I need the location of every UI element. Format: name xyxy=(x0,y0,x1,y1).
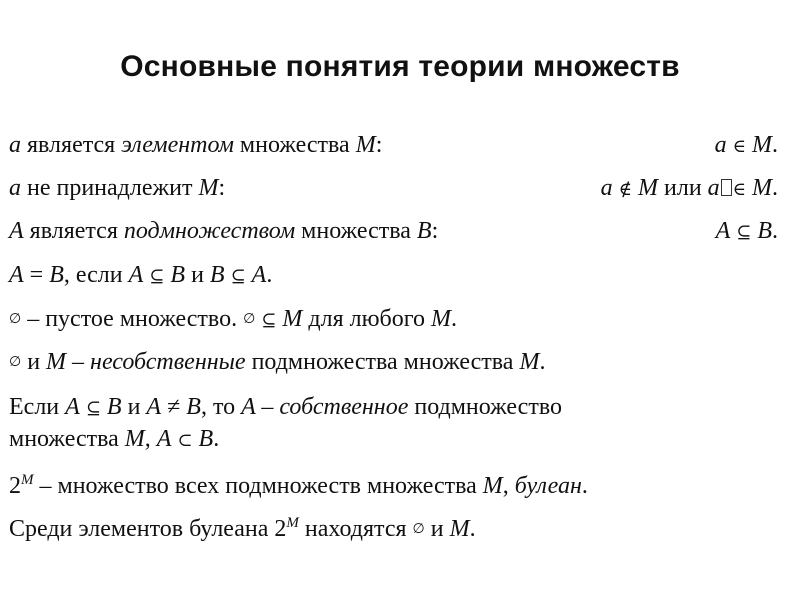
formula-not-element: a ∉ M или a ∈ M. xyxy=(600,175,778,201)
empty-set-icon: ∅ xyxy=(412,521,425,537)
definition-proper-subset-cont: множества M, A ⊂ B. xyxy=(9,426,220,452)
missing-glyph-box xyxy=(721,179,732,196)
definition-subset: A является подмножеством множества B: xyxy=(9,218,439,244)
definition-improper-subsets: ∅ и M – несобственные подмножества множества M. xyxy=(9,349,546,375)
definition-element: a является элементом множества M: xyxy=(9,132,383,158)
definition-not-element: a не принадлежит M: xyxy=(9,175,226,201)
power-set-elements: Среди элементов булеана $2^M$ находятся ∅ и M. xyxy=(9,515,476,542)
empty-set-icon: ∅ xyxy=(9,354,22,370)
definition-empty-set: ∅ – пустое множество. ∅ ⊆ M для любого M. xyxy=(9,306,457,332)
formula-subset: A ⊆ B. xyxy=(715,218,778,244)
empty-set-icon: ∅ xyxy=(9,311,22,327)
definition-proper-subset: Если A ⊆ B и A ≠ B, то A – собственное подмножество xyxy=(9,394,562,420)
page-title: Основные понятия теории множеств xyxy=(120,50,680,83)
definition-equality: A = B, если A ⊆ B и B ⊆ A. xyxy=(9,262,273,288)
formula-element: a ∈ M. xyxy=(714,132,778,158)
empty-set-icon: ∅ xyxy=(243,311,256,327)
definition-power-set: $2^M$ – множество всех подмножеств множества M, булеан. xyxy=(9,472,588,499)
